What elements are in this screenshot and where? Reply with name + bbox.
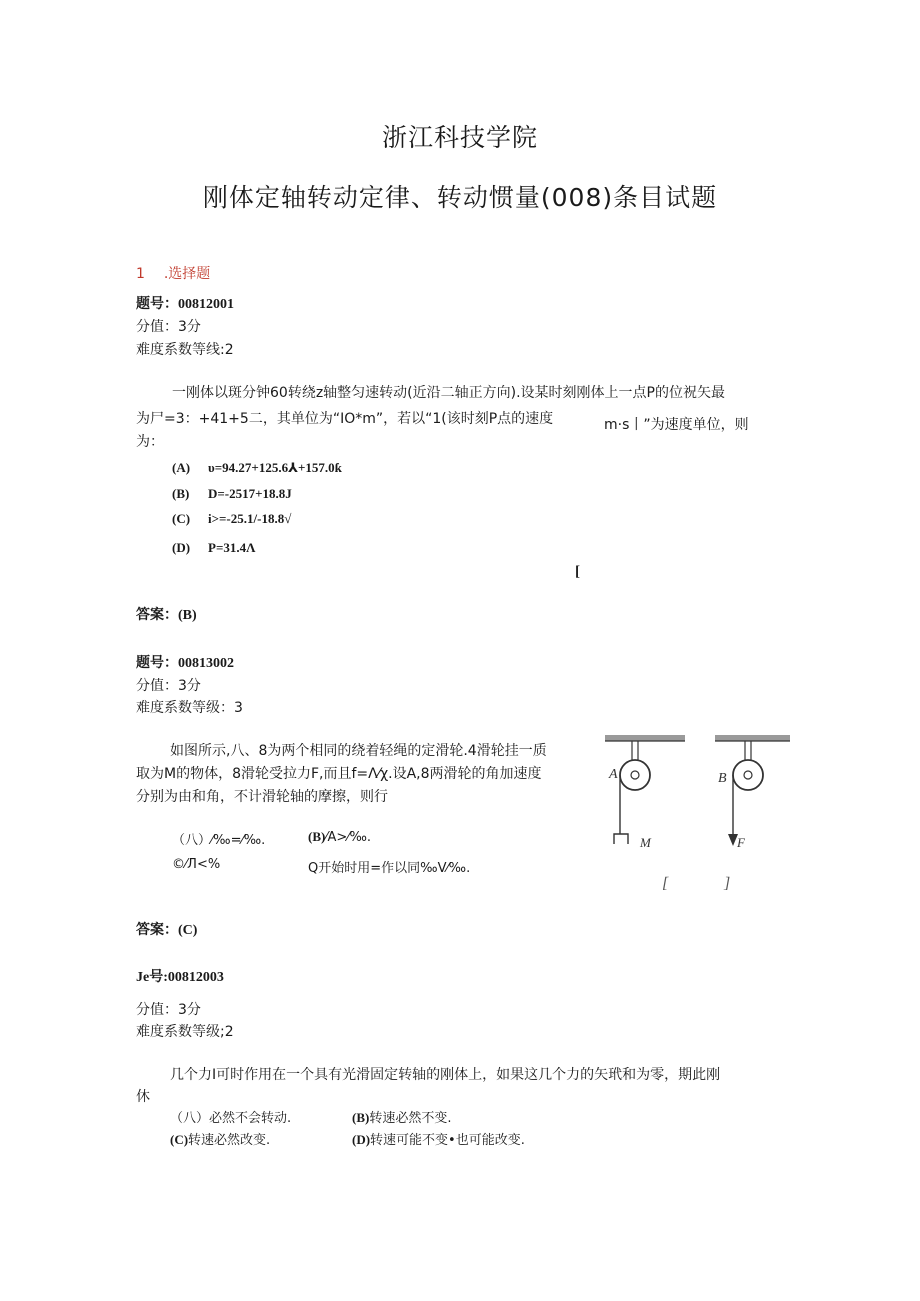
- q1-option-d[interactable]: (D) P=31.4Λ: [172, 540, 256, 555]
- mass-m: [614, 834, 628, 844]
- q1-answer-bracket: [: [575, 564, 580, 580]
- pulley-diagram: [600, 730, 800, 895]
- q2-answer: 答案：(C): [136, 923, 198, 938]
- q2-option-c[interactable]: ©⁄Л<%: [172, 857, 221, 872]
- label-b: B: [718, 771, 727, 786]
- q3-difficulty: 难度系数等级;2: [136, 1024, 234, 1040]
- label-m: M: [640, 835, 651, 850]
- q1-id: 题号：00812001: [136, 297, 234, 312]
- q2-score: 分值：3分: [136, 678, 201, 694]
- label-f: F: [737, 835, 745, 850]
- q1-option-a[interactable]: (A) υ=94.27+125.6⅄+157.0ƙ: [172, 460, 342, 475]
- q1-option-b[interactable]: (B) D=-2517+18.8J: [172, 486, 292, 501]
- q1-text-line1: 一刚体以斑分钟60转绕z轴整匀速转动(近沿二轴正方向).设某时刻刚体上一点P的位祝矢最: [172, 385, 725, 401]
- q3-option-d[interactable]: (D)转速可能不变•也可能改变.: [352, 1132, 525, 1148]
- ceiling-a: [605, 735, 685, 741]
- q2-text-line2: 取为M的物体，8滑轮受拉力F,而且f=Λ⁄χ.设A,8两滑轮的角加速度: [136, 766, 542, 782]
- q1-text-line2b: m·s丨”为速度单位，则: [604, 417, 749, 433]
- q2-difficulty: 难度系数等级：3: [136, 700, 243, 716]
- institution-title: 浙江科技学院: [381, 123, 538, 152]
- q2-option-b[interactable]: (B)⁄A>⁄‰.: [308, 829, 372, 845]
- q3-option-b[interactable]: (B)转速必然不变.: [352, 1110, 452, 1126]
- q1-difficulty: 难度系数等线:2: [136, 342, 234, 358]
- q2-id: 题号：00813002: [136, 656, 234, 671]
- section-number: 1: [136, 266, 145, 282]
- q3-score: 分值：3分: [136, 1002, 201, 1018]
- q3-text-line2: 休: [136, 1089, 150, 1105]
- label-a: A: [609, 767, 618, 782]
- q1-option-c[interactable]: (C) i>=-25.1/-18.8√: [172, 511, 292, 526]
- document-title: 刚体定轴转动定律、转动惯量(008)条目试题: [202, 183, 718, 212]
- q2-bracket-left: [: [662, 875, 669, 892]
- q3-option-a[interactable]: （八）必然不会转动.: [170, 1111, 292, 1126]
- q1-score: 分值：3分: [136, 319, 201, 335]
- q1-text-line3: 为：: [136, 434, 164, 450]
- q2-bracket-right: ]: [724, 875, 731, 892]
- ceiling-b: [715, 735, 790, 741]
- section-label: .选择题: [163, 266, 211, 282]
- q2-option-a[interactable]: （八）⁄‰=⁄‰.: [172, 833, 266, 848]
- q2-text-line1: 如图所示,八、8为两个相同的绕着轻绳的定滑轮.4滑轮挂一质: [170, 743, 547, 759]
- section-heading: [136, 263, 210, 283]
- q2-text-line3: 分别为由和角，不计滑轮轴的摩擦，则行: [136, 789, 388, 805]
- q3-option-c[interactable]: (C)转速必然改变.: [170, 1132, 271, 1148]
- q2-option-d[interactable]: Q开始时用=作以同‰V⁄‰.: [308, 861, 471, 876]
- q1-text-line2: 为尸=3：+41+5二，其单位为“IO*m”，若以“1(该时刻P点的速度: [136, 411, 554, 427]
- q3-id: Je号:00812003: [136, 970, 224, 985]
- q3-text-line1: 几个力I可时作用在一个具有光滑固定转轴的刚体上，如果这几个力的矢玳和为零，期此刚: [170, 1067, 721, 1083]
- q1-answer: 答案：(B): [136, 608, 197, 623]
